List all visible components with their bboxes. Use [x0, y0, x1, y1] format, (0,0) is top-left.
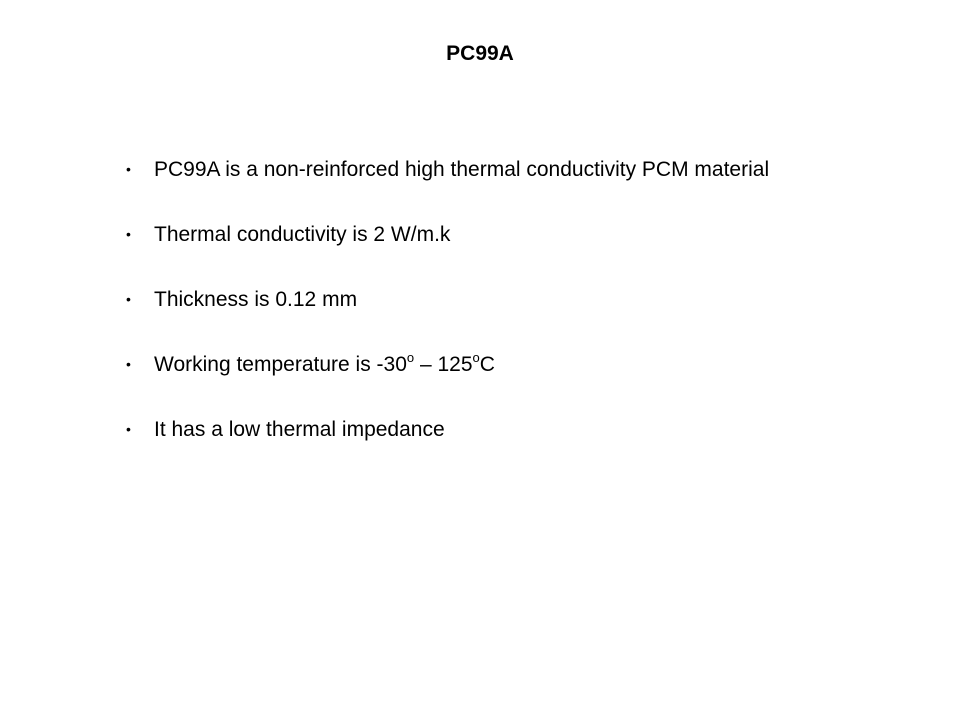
- bullet-item: [126, 285, 846, 314]
- bullet-icon: •: [126, 421, 131, 437]
- degree-superscript: o: [472, 350, 480, 365]
- bullet-text: Thickness is 0.12 mm: [154, 288, 358, 311]
- slide-title: PC99A: [446, 42, 514, 65]
- bullet-text-part: C: [479, 353, 495, 376]
- bullet-icon: •: [126, 161, 131, 177]
- bullet-text: Thermal conductivity is 2 W/m.k: [154, 223, 451, 246]
- bullet-icon: •: [126, 291, 131, 307]
- bullet-item: [126, 155, 846, 184]
- bullet-text: [154, 350, 495, 376]
- bullet-item: [126, 415, 846, 444]
- bullet-icon: •: [126, 356, 131, 372]
- bullet-item: [126, 220, 846, 249]
- degree-superscript: o: [406, 350, 415, 365]
- bullet-icon: •: [126, 226, 131, 242]
- bullet-item: [126, 350, 846, 379]
- bullet-text: It has a low thermal impedance: [154, 418, 445, 441]
- bullet-text-part: – 125: [414, 353, 473, 376]
- bullet-text: PC99A is a non-reinforced high thermal conductivity PCM material: [154, 158, 770, 181]
- bullet-list: [126, 155, 846, 480]
- bullet-text-part: Working temperature is -30: [154, 353, 407, 376]
